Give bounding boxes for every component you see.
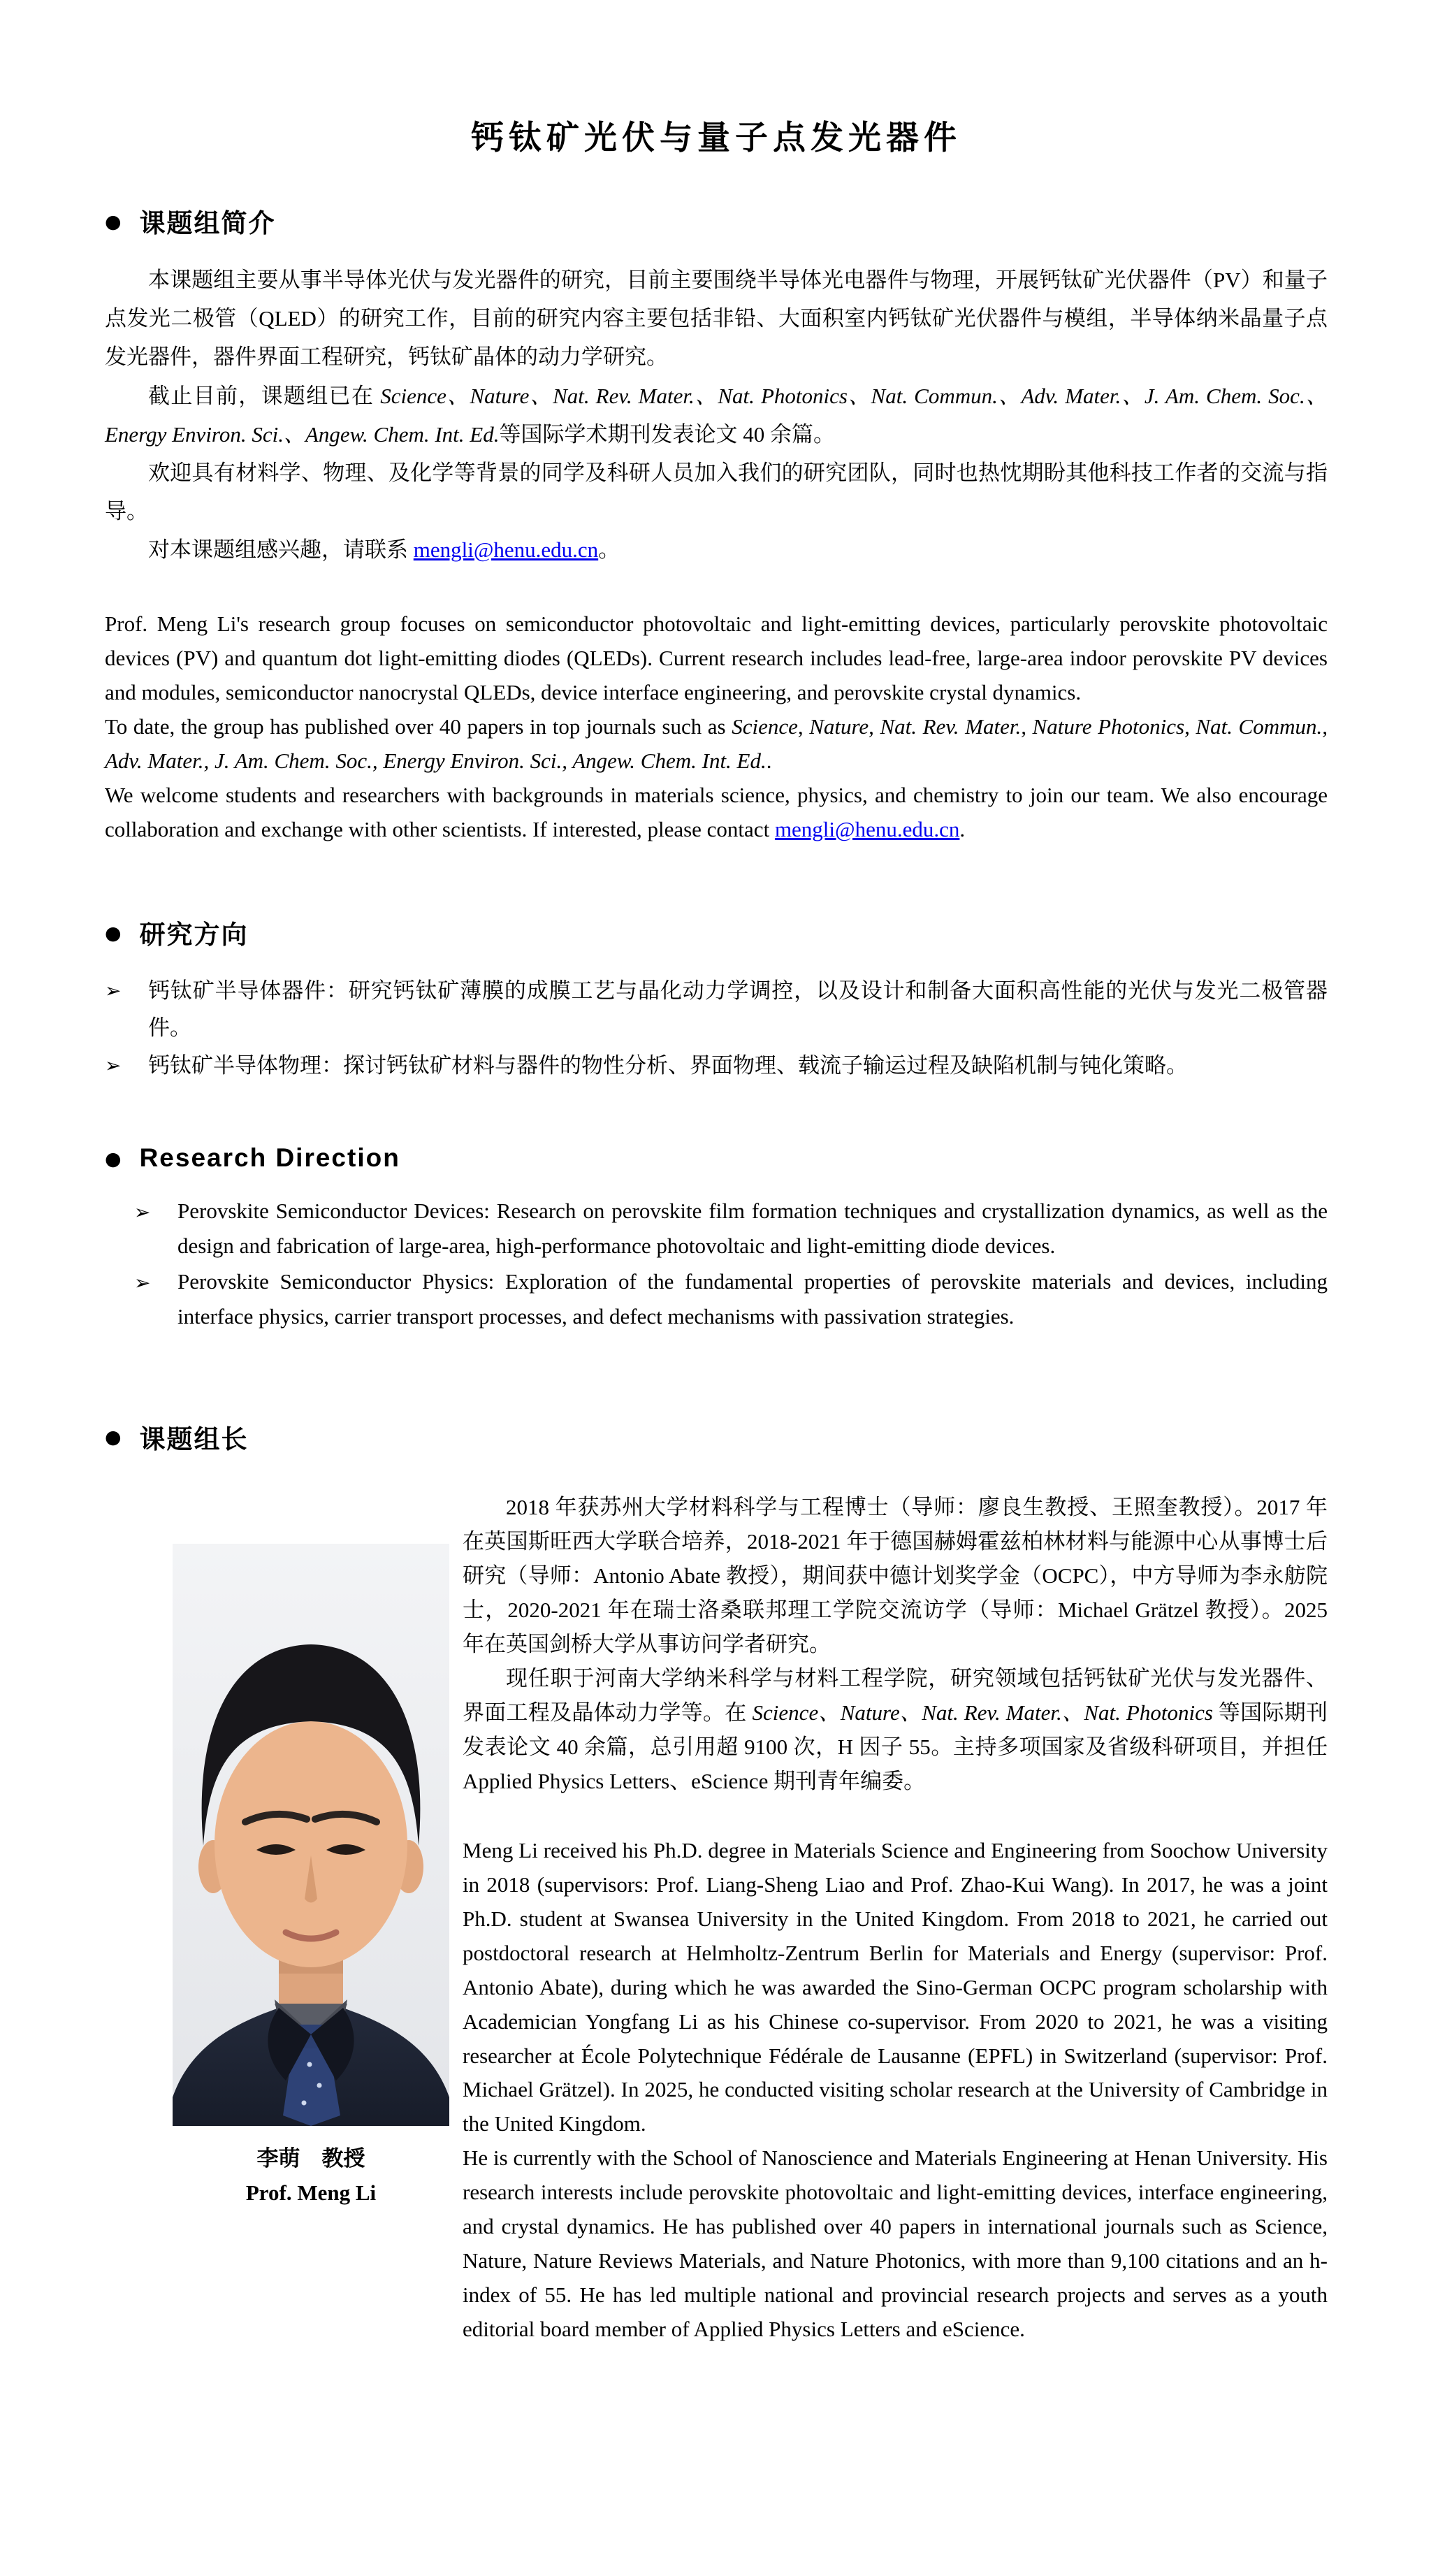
intro-p4-suffix: 。 [598, 537, 620, 563]
research-zh-item-2: 钙钛矿半导体物理：探讨钙钛矿材料与器件的物性分析、界面物理、载流子输运过程及缺陷机制与钝化策略。 [148, 1052, 1188, 1078]
bullet-dot-icon: ● [105, 1148, 122, 1170]
research-en-item-1: Perovskite Semiconductor Devices: Research on perovskite film formation techniques and crystallization dynamics, as well as the design and fabrication of large-area, high-performance photovoltaic and light-emitting diode devices. [177, 1199, 1328, 1259]
intro-english-block [105, 607, 1328, 847]
intro-en-p3-suffix: . [959, 817, 966, 842]
intro-en-p2-suffix: . [766, 748, 772, 774]
research-zh-list [105, 972, 1328, 1084]
page-title: 钙钛矿光伏与量子点发光器件 [471, 119, 961, 157]
section-title-research-en: Research Direction [139, 1143, 400, 1173]
bio-zh-p2-suffix: 等国际期刊发表论文 40 余篇，总引用超 9100 次，H 因子 55。主持多项国家及省级科研项目，并担任 Applied Physics Letters、eScience 期刊青年编委。 [463, 1700, 1328, 1793]
section-heading-intro [105, 202, 1328, 240]
list-item [105, 1047, 1328, 1084]
arrow-bullet-icon: ➢ [105, 979, 122, 1003]
research-en-item-2: Perovskite Semiconductor Physics: Exploration of the fundamental properties of perovskite materials and devices, including interface physics, carrier transport processes, and defect mechanisms with passivation strategies. [177, 1268, 1328, 1329]
arrow-bullet-icon: ➢ [134, 1271, 151, 1294]
list-item [134, 1264, 1328, 1334]
arrow-bullet-icon: ➢ [105, 1053, 122, 1077]
intro-paragraph-1: 本课题组主要从事半导体光伏与发光器件的研究，目前主要围绕半导体光电器件与物理，开展钙钛矿光伏器件（PV）和量子点发光二极管（QLED）的研究工作，目前的研究内容主要包括非铅、大面积室内钙钛矿光伏器件与模组，半导体纳米晶量子点发光器件，器件界面工程研究，钙钛矿晶体的动力学研究。 [105, 268, 1328, 370]
section-heading-research-zh [105, 913, 1328, 951]
arrow-bullet-icon: ➢ [134, 1201, 151, 1224]
section-intro [105, 202, 1328, 847]
photo-caption-en: Prof. Meng Li [245, 2180, 377, 2205]
intro-p2-prefix: 截止目前，课题组已在 [148, 383, 381, 408]
bio-zh-p2-prefix: 现任职于河南大学纳米科学与材料工程学院，研究领域包括钙钛矿光伏与发光器件、界面工程及晶体动力学等。在 [463, 1665, 1328, 1725]
intro-en-p2-prefix: To date, the group has published over 40 papers in top journals such as [105, 714, 732, 739]
research-zh-item-1: 钙钛矿半导体器件：研究钙钛矿薄膜的成膜工艺与晶化动力学调控，以及设计和制备大面积高性能的光伏与发光二极管器件。 [148, 978, 1328, 1041]
photo-caption-zh: 李萌 教授 [256, 2146, 365, 2171]
intro-en-paragraph-1: Prof. Meng Li's research group focuses on semiconductor photovoltaic and light-emitting devices, particularly perovskite photovoltaic devices (PV) and quantum dot light-emitting diodes (QLEDs). Current research includes lead-free, large-area indoor perovskite PV devices and modules, semiconductor nanocrystal QLEDs, device interface engineering, and perovskite crystal dynamics. [105, 612, 1328, 705]
bullet-dot-icon: ● [105, 922, 122, 944]
section-heading-research-en [105, 1143, 1328, 1173]
journal-names-en: Science, Nature, Nat. Rev. Mater., Nature Photonics, Nat. Commun., Adv. Mater., J. Am. Chem. Soc., Energy Environ. Sci., Angew. Chem. Int. Ed. [105, 714, 1328, 774]
intro-paragraph-2 [105, 377, 1328, 454]
leader-bio-column [463, 1489, 1328, 2347]
leader-photo-figure [173, 1544, 449, 2210]
section-title-research-zh: 研究方向 [139, 920, 249, 950]
section-heading-leader [105, 1418, 1328, 1456]
section-research-zh [105, 913, 1328, 1084]
intro-paragraph-3: 欢迎具有材料学、物理、及化学等背景的同学及科研人员加入我们的研究团队，同时也热忱期盼其他科技工作者的交流与指导。 [105, 460, 1328, 524]
leader-bio-en-paragraph-1: Meng Li received his Ph.D. degree in Materials Science and Engineering from Soochow University in 2018 (supervisors: Prof. Liang-Sheng Liao and Prof. Zhao-Kui Wang). In 2017, he was a joint Ph.D. student at Swansea University in the United Kingdom. From 2018 to 2021, he carried out postdoctoral research at Helmholtz-Zentrum Berlin for Materials and Energy (supervisor: Prof. Antonio Abate), during which he was awarded the Sino-German OCPC program scholarship with Academician Yongfang Li as his Chinese co-supervisor. From 2020 to 2021, he was a visiting researcher at École Polytechnique Fédérale de Lausanne (EPFL) in Switzerland (supervisor: Prof. Michael Grätzel). In 2025, he conducted visiting scholar research at the University of Cambridge in the United Kingdom. [463, 1837, 1328, 2136]
leader-bio-zh-paragraph-1: 2018 年获苏州大学材料科学与工程博士（导师：廖良生教授、王照奎教授）。2017 年在英国斯旺西大学联合培养，2018-2021 年于德国赫姆霍兹柏林材料与能源中心从事博士后研究（导师：Antonio Abate 教授），期间获中德计划奖学金（OCPC），中方导师为李永舫院士，2020-2021 年在瑞士洛桑联邦理工学院交流访学（导师：Michael Grätzel 教授）。2025 年在英国剑桥大学从事访问学者研究。 [463, 1494, 1328, 1656]
bullet-dot-icon: ● [105, 1426, 122, 1449]
list-item [105, 972, 1328, 1047]
intro-en-paragraph-2 [105, 710, 1328, 779]
leader-bio-en-paragraph-2: He is currently with the School of Nanoscience and Materials Engineering at Henan University. His research interests include perovskite photovoltaic and light-emitting devices, interface engineering, and crystal dynamics. He has published over 40 papers in international journals such as Science, Nature, Nature Reviews Materials, and Nature Photonics, with more than 9,100 citations and an h-index of 55. He has led multiple national and provincial research projects and serves as a youth editorial board member of Applied Physics Letters and eScience. [463, 2146, 1328, 2342]
section-title-leader: 课题组长 [139, 1424, 249, 1454]
leader-bio-zh-paragraph-2 [463, 1662, 1328, 1799]
section-research-en [105, 1143, 1328, 1334]
intro-en-p3-prefix: We welcome students and researchers with backgrounds in materials science, physics, and chemistry to join our team. We also encourage collaboration and exchange with other scientists. If interested, please contact [105, 783, 1328, 842]
intro-p2-suffix: 等国际学术期刊发表论文 40 余篇。 [499, 421, 835, 447]
leader-portrait-photo [173, 1544, 449, 2126]
leader-row [105, 1489, 1328, 2347]
section-title-intro: 课题组简介 [139, 209, 276, 238]
intro-p4-prefix: 对本课题组感兴趣，请联系 [148, 537, 414, 563]
list-item [134, 1194, 1328, 1264]
contact-email-link[interactable]: mengli@henu.edu.cn [413, 537, 599, 563]
research-en-list [134, 1194, 1328, 1334]
contact-email-link-en[interactable]: mengli@henu.edu.cn [774, 817, 960, 842]
journal-names-zh: Science、Nature、Nat. Rev. Mater.、Nat. Photonics、Nat. Commun.、Adv. Mater.、J. Am. Chem. Soc.、Energy Environ. Sci.、Angew. Chem. Int. Ed. [105, 383, 1328, 447]
leader-photo-column [105, 1489, 463, 2347]
intro-en-paragraph-3 [105, 779, 1328, 847]
intro-paragraph-4 [105, 530, 1328, 569]
journal-names-bio: Science、Nature、Nat. Rev. Mater.、Nat. Photonics [752, 1700, 1213, 1725]
section-leader [105, 1418, 1328, 2347]
bullet-dot-icon: ● [105, 210, 122, 233]
